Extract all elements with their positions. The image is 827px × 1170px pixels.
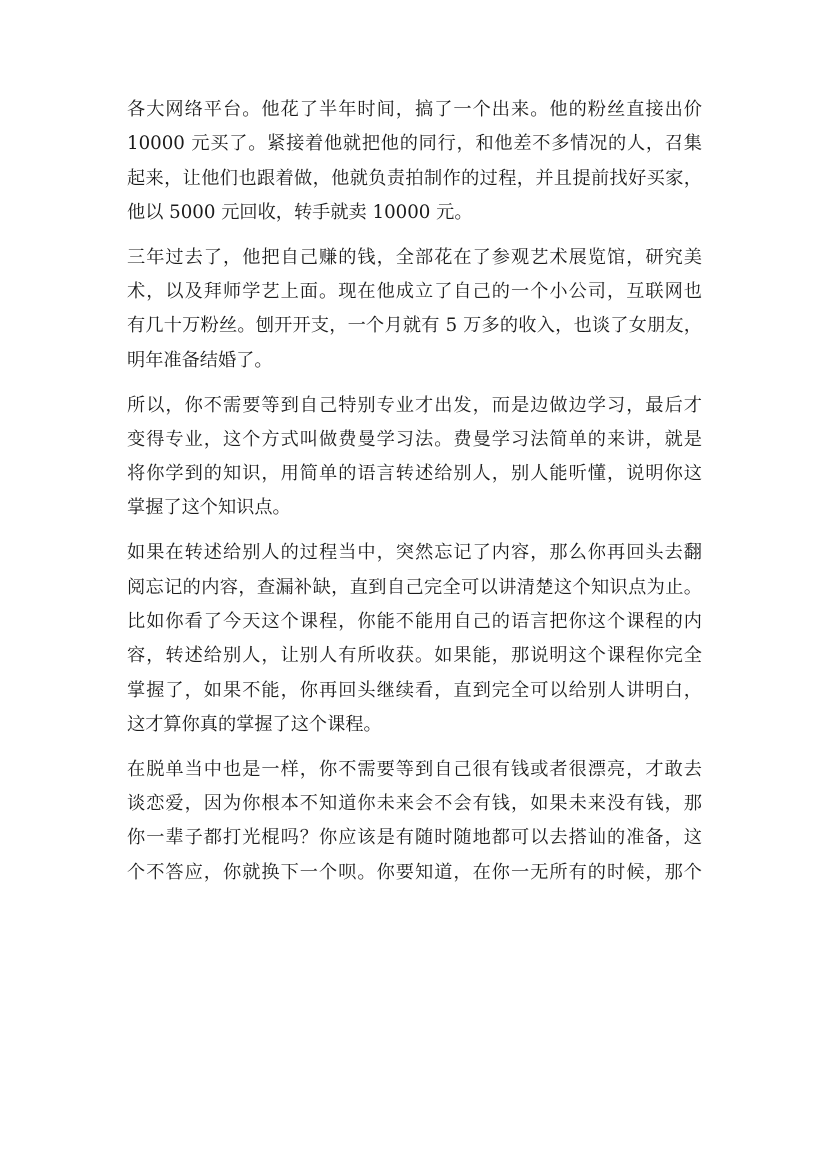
text-line: 各大网络平台。他花了半年时间，搞了一个出来。他的粉丝直接出价: [127, 99, 702, 120]
text-line: 有几十万粉丝。刨开开支，一个月就有 5 万多的收入，也谈了女朋友，: [127, 315, 702, 337]
text-line: 掌握了这个知识点。: [127, 497, 291, 519]
text-line: 这才算你真的掌握了这个课程。: [127, 713, 382, 735]
text-line: 将你学到的知识，用简单的语言转述给别人，别人能听懂，说明你这: [127, 463, 702, 485]
text-line: 谈恋爱，因为你根本不知道你未来会不会有钱，如果未来没有钱，那: [127, 793, 702, 815]
paragraph-2: [127, 241, 702, 378]
text-line: 你一辈子都打光棍吗？你应该是有随时随地都可以去搭讪的准备，这: [127, 827, 702, 849]
text-line: 三年过去了，他把自己赚的钱，全部花在了参观艺术展览馆，研究美: [127, 246, 702, 268]
text-line: 明年准备结婚了。: [127, 349, 273, 371]
text-line: 他以 5000 元回收，转手就卖 10000 元。: [127, 201, 473, 223]
text-line: 起来，让他们也跟着做，他就负责拍制作的过程，并且提前找好买家，: [127, 167, 702, 189]
text-line: 容，转述给别人，让别人有所收获。如果能，那说明这个课程你完全: [127, 645, 702, 667]
text-line: 在脱单当中也是一样，你不需要等到自己很有钱或者很漂亮，才敢去: [127, 758, 702, 780]
text-line: 如果在转述给别人的过程当中，突然忘记了内容，那么你再回头去翻: [127, 542, 702, 564]
text-line: 阅忘记的内容，查漏补缺，直到自己完全可以讲清楚这个知识点为止。: [127, 576, 702, 598]
text-line: 掌握了，如果不能，你再回头继续看，直到完全可以给别人讲明白，: [127, 679, 702, 701]
paragraph-4: [127, 536, 702, 742]
text-line: 变得专业，这个方式叫做费曼学习法。费曼学习法简单的来讲，就是: [127, 428, 702, 450]
text-line: 个不答应，你就换下一个呗。你要知道，在你一无所有的时候，那个: [127, 861, 702, 883]
text-line: 术，以及拜师学艺上面。现在他成立了自己的一个小公司，互联网也: [127, 281, 702, 303]
paragraph-3: [127, 389, 702, 526]
text-line: 比如你看了今天这个课程，你能不能用自己的语言把你这个课程的内: [127, 610, 702, 632]
paragraph-5: [127, 753, 702, 890]
text-line: 10000 元买了。紧接着他就把他的同行，和他差不多情况的人，召集: [127, 133, 702, 155]
text-line: 所以，你不需要等到自己特别专业才出发，而是边做边学习，最后才: [127, 394, 702, 416]
paragraph-1: [127, 93, 702, 230]
document-body: [127, 93, 702, 901]
